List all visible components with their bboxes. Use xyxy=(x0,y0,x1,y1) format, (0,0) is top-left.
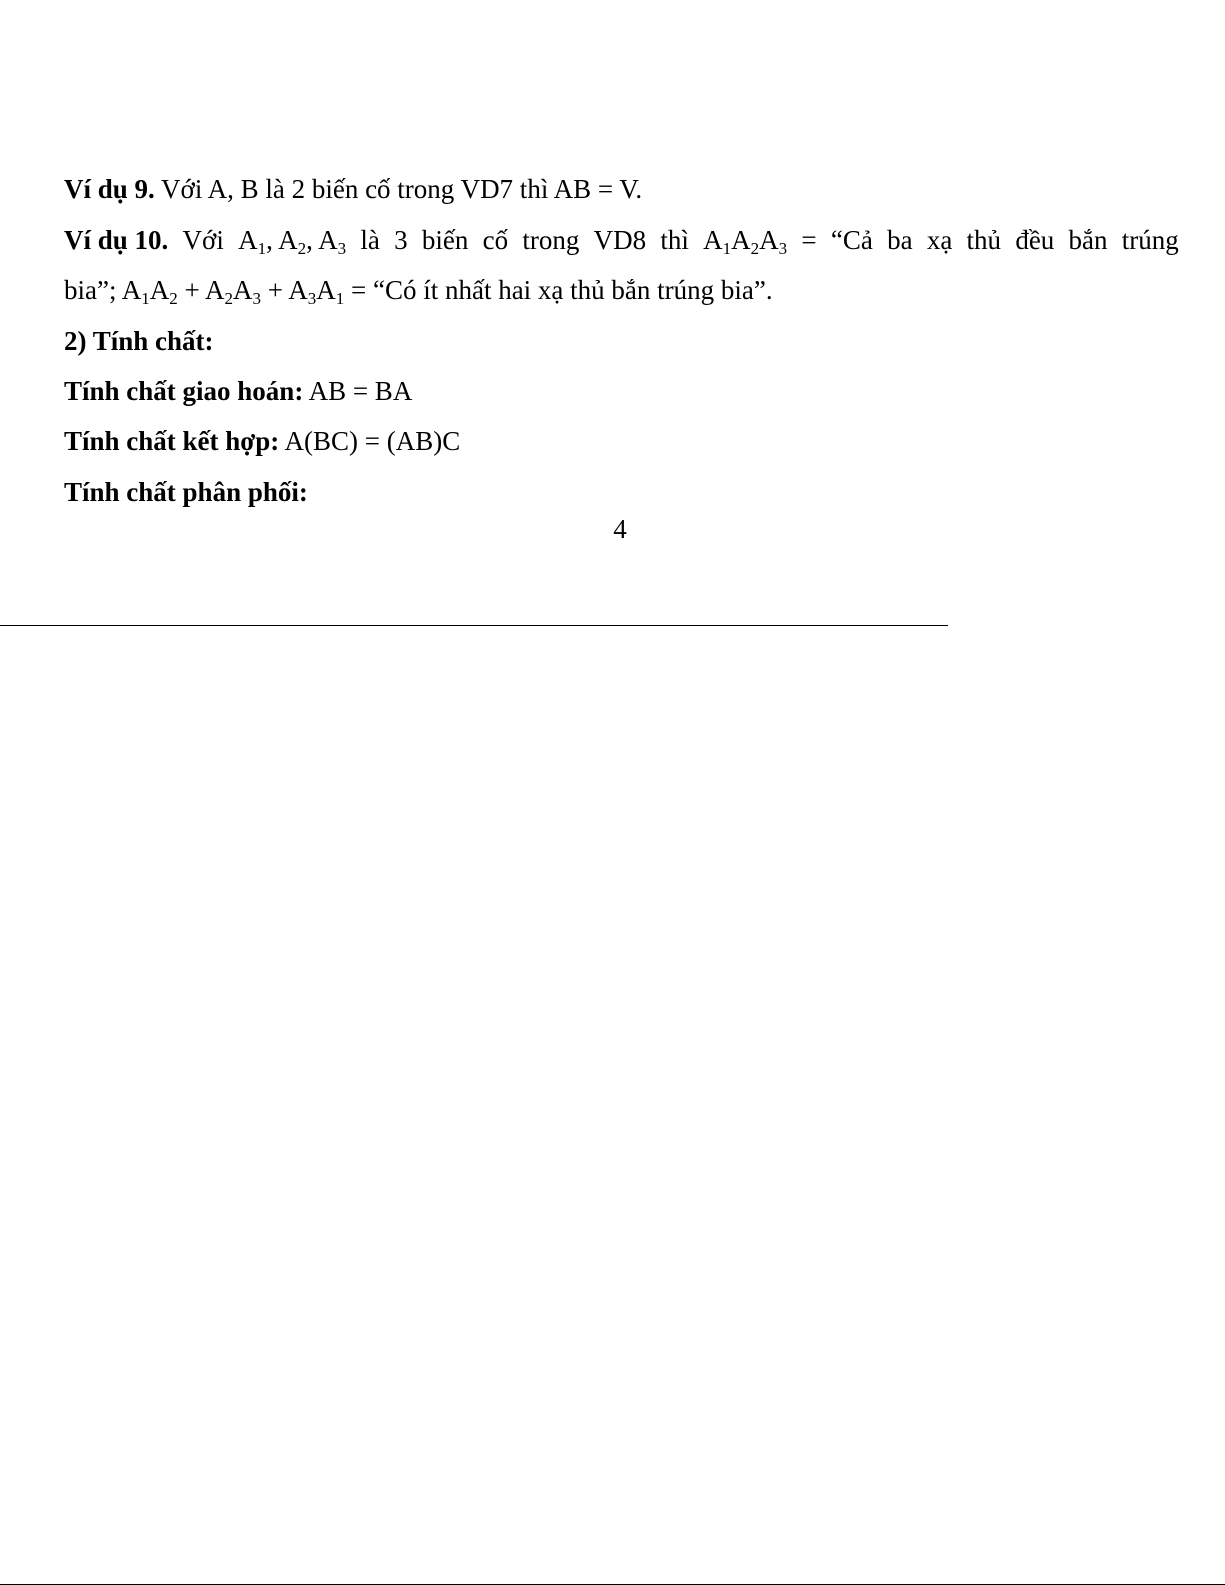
example-10-word: biến xyxy=(421,225,469,255)
property-value: A(BC) = (AB)C xyxy=(279,426,461,456)
example-10-line-2-text: bia”; $A_1A_2 + A_2A_3 + A_3A_1$ = “Có ít nhất hai xạ thủ bắn trúng bia”. xyxy=(64,275,773,308)
example-10-word: Với xyxy=(182,225,224,255)
property-associative xyxy=(64,424,1179,458)
example-10-word: bắn xyxy=(1068,225,1108,255)
property-label: Tính chất kết hợp: xyxy=(64,426,280,456)
page-number: 4 xyxy=(613,514,627,544)
page-separator xyxy=(0,625,948,626)
example-10-word: là xyxy=(360,225,380,255)
example-10-word: 3 xyxy=(394,225,408,255)
property-label: Tính chất giao hoán: xyxy=(64,376,304,406)
property-label: Tính chất phân phối: xyxy=(64,477,308,507)
example-10-line-1 xyxy=(64,223,1179,257)
example-10-word: xạ xyxy=(926,225,953,255)
example-9-label: Ví dụ 9. xyxy=(64,174,155,204)
example-10-word: đều xyxy=(1015,225,1055,255)
example-10-word: thì xyxy=(660,225,689,255)
example-10-word: trúng xyxy=(1121,225,1179,255)
example-10-word: = xyxy=(801,225,817,255)
example-10-line-2 xyxy=(64,273,1179,307)
example-10-word: thủ xyxy=(966,225,1002,255)
example-10-product: $A_1A_2A_3$ xyxy=(703,225,788,258)
example-9-text: Với A, B là 2 biến cố trong VD7 thì AB = V. xyxy=(154,174,643,204)
example-10-label: Ví dụ 10. xyxy=(64,225,169,255)
example-10-word: ba xyxy=(887,225,913,255)
example-10-word: cố xyxy=(482,225,509,255)
property-value: AB = BA xyxy=(303,376,413,406)
property-commutative xyxy=(64,374,1179,408)
section-heading: 2) Tính chất: xyxy=(64,326,214,356)
example-10-word: trong xyxy=(522,225,580,255)
example-10-word: VD8 xyxy=(593,225,647,255)
property-distributive xyxy=(64,475,1179,509)
example-9-paragraph xyxy=(64,172,1179,206)
example-10-events: $A_1$, $A_2$, $A_3$ xyxy=(238,225,347,258)
example-10-word: “Cả xyxy=(830,225,873,255)
